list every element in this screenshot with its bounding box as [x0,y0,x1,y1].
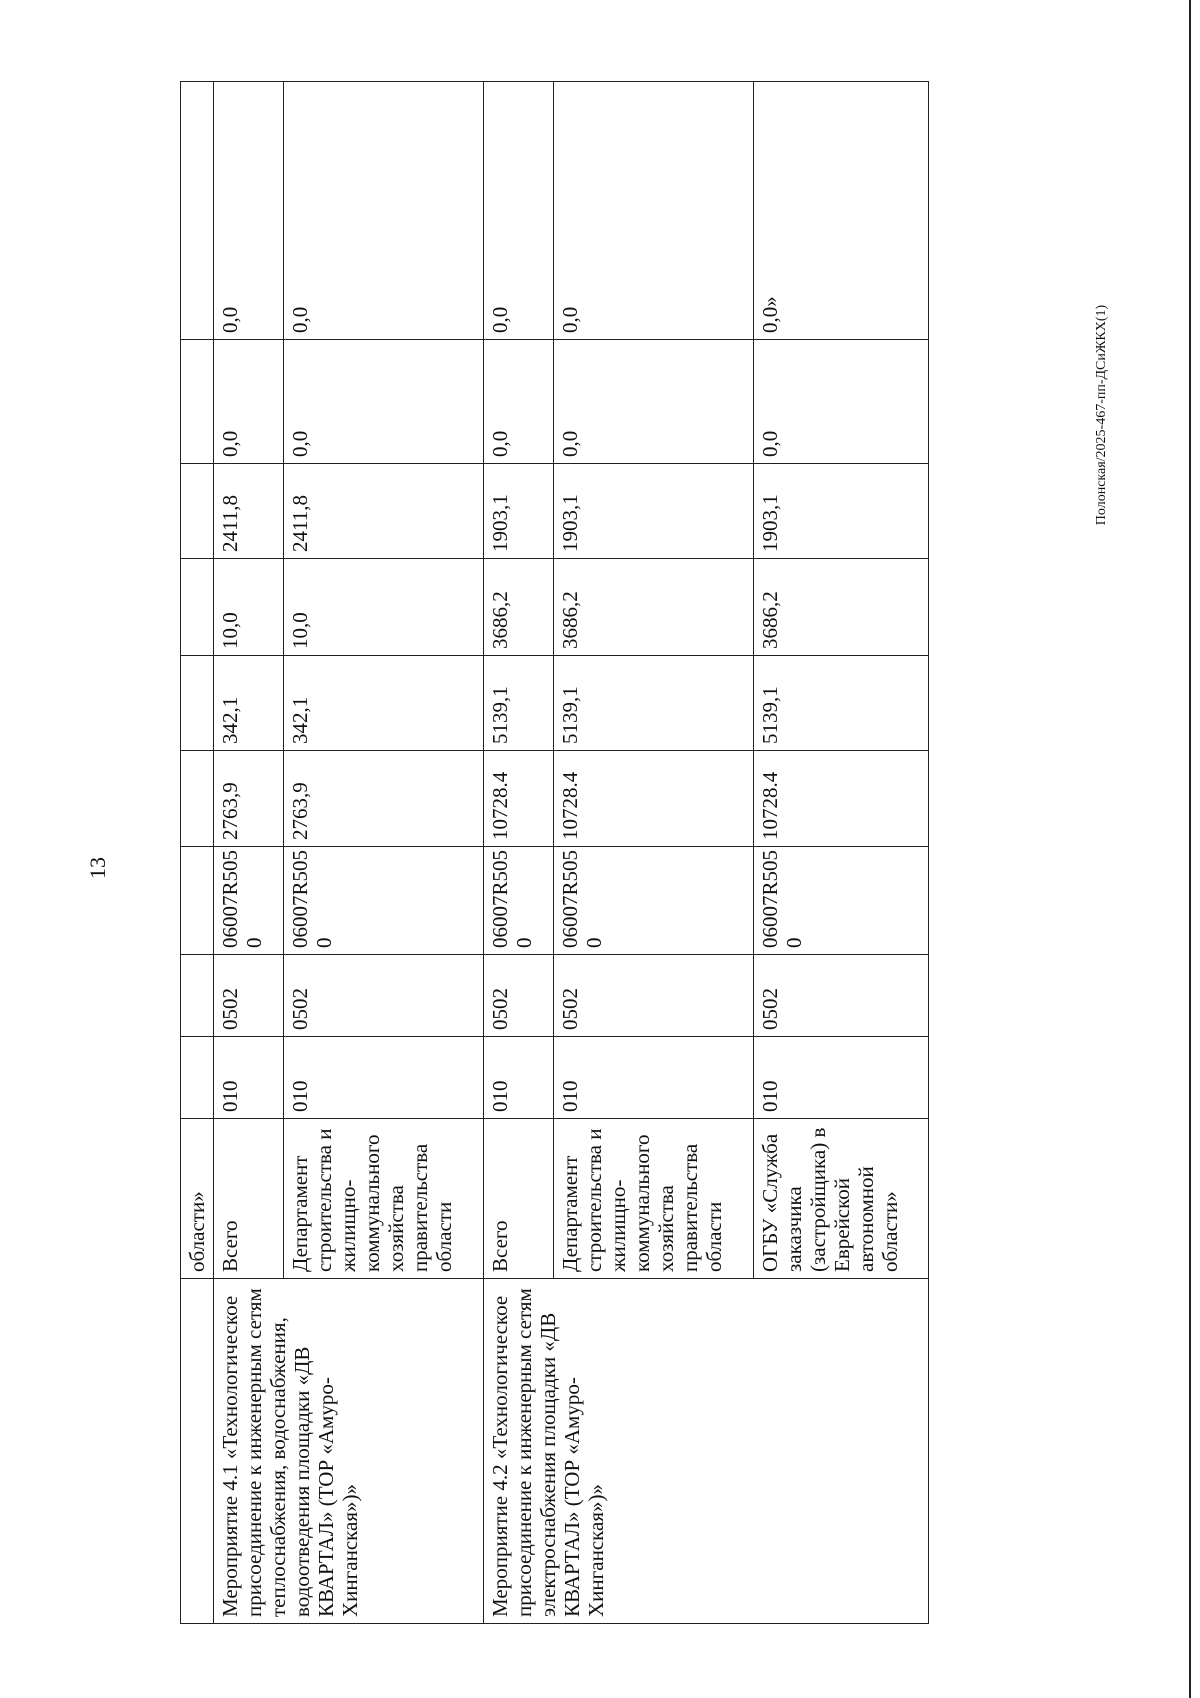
executor-cell: Департамент строительства и жилищно-коммунального хозяйства правительства области [554,1119,754,1279]
csr-cell: 06007R505 0 [284,847,484,955]
executor-cell: Всего [484,1119,554,1279]
year4-cell: 0,0 [484,340,554,464]
year2-cell: 10,0 [214,559,284,656]
rzpr-cell: 0502 [754,955,929,1037]
empty-cell [181,464,214,559]
year1-cell: 5139,1 [484,656,554,751]
empty-cell [181,340,214,464]
total-cell: 2763,9 [284,751,484,847]
year2-cell: 3686,2 [754,559,929,656]
year5-cell: 0,0» [754,82,929,340]
table-row [484,82,554,1624]
empty-cell [181,656,214,751]
year1-cell: 5139,1 [754,656,929,751]
grbs-cell: 010 [284,1037,484,1119]
empty-cell [181,559,214,656]
page-number: 13 [85,857,110,879]
program-table [180,81,929,1624]
year5-cell: 0,0 [484,82,554,340]
total-cell: 10728.4 [484,751,554,847]
grbs-cell: 010 [214,1037,284,1119]
executor-cell: Департамент строительства и жилищно-коммунального хозяйства правительства области [284,1119,484,1279]
csr-cell: 06007R505 0 [214,847,284,955]
year2-cell: 3686,2 [484,559,554,656]
rzpr-cell: 0502 [284,955,484,1037]
year3-cell: 1903,1 [484,464,554,559]
year3-cell: 2411,8 [284,464,484,559]
year4-cell: 0,0 [214,340,284,464]
event-cell: Мероприятие 4.1 «Технологическое присоединение к инженерным сетям теплоснабжения, водоснабжения, водоотведения площадки «ДВ КВАРТАЛ» (ТОР «Амуро-Хинганская»)» [214,1279,484,1624]
rzpr-cell: 0502 [484,955,554,1037]
rzpr-cell: 0502 [214,955,284,1037]
grbs-cell: 010 [754,1037,929,1119]
year2-cell: 10,0 [284,559,484,656]
total-cell: 2763,9 [214,751,284,847]
grbs-cell: 010 [554,1037,754,1119]
year5-cell: 0,0 [214,82,284,340]
executor-cell: Всего [214,1119,284,1279]
year2-cell: 3686,2 [554,559,754,656]
document-code: Полонская/2025-467-пп-ДСиЖКХ(1) [1094,304,1109,526]
year5-cell: 0,0 [284,82,484,340]
year1-cell: 342,1 [214,656,284,751]
page-edge-line [1189,0,1191,1698]
year3-cell: 2411,8 [214,464,284,559]
empty-cell [181,82,214,340]
empty-cell [181,751,214,847]
csr-cell: 06007R505 0 [484,847,554,955]
year3-cell: 1903,1 [754,464,929,559]
event-cell: Мероприятие 4.2 «Технологическое присоединение к инженерным сетям электроснабжения площадки «ДВ КВАРТАЛ» (ТОР «Амуро-Хинганская»)» [484,1279,929,1624]
rzpr-cell: 0502 [554,955,754,1037]
year4-cell: 0,0 [554,340,754,464]
executor-cell: ОГБУ «Служба заказчика (застройщика) в Еврейской автономной области» [754,1119,929,1279]
empty-cell [181,1037,214,1119]
year4-cell: 0,0 [754,340,929,464]
year5-cell: 0,0 [554,82,754,340]
grbs-cell: 010 [484,1037,554,1119]
year4-cell: 0,0 [284,340,484,464]
csr-cell: 06007R505 0 [754,847,929,955]
empty-cell [181,847,214,955]
table-row [214,82,284,1624]
year1-cell: 342,1 [284,656,484,751]
year1-cell: 5139,1 [554,656,754,751]
continuation-row [181,82,214,1624]
total-cell: 10728.4 [554,751,754,847]
rotated-table-wrapper [180,82,1003,1624]
year3-cell: 1903,1 [554,464,754,559]
continuation-event-cell [181,1279,214,1624]
csr-cell: 06007R505 0 [554,847,754,955]
empty-cell [181,955,214,1037]
continuation-executor-cell: области» [181,1119,214,1279]
total-cell: 10728.4 [754,751,929,847]
